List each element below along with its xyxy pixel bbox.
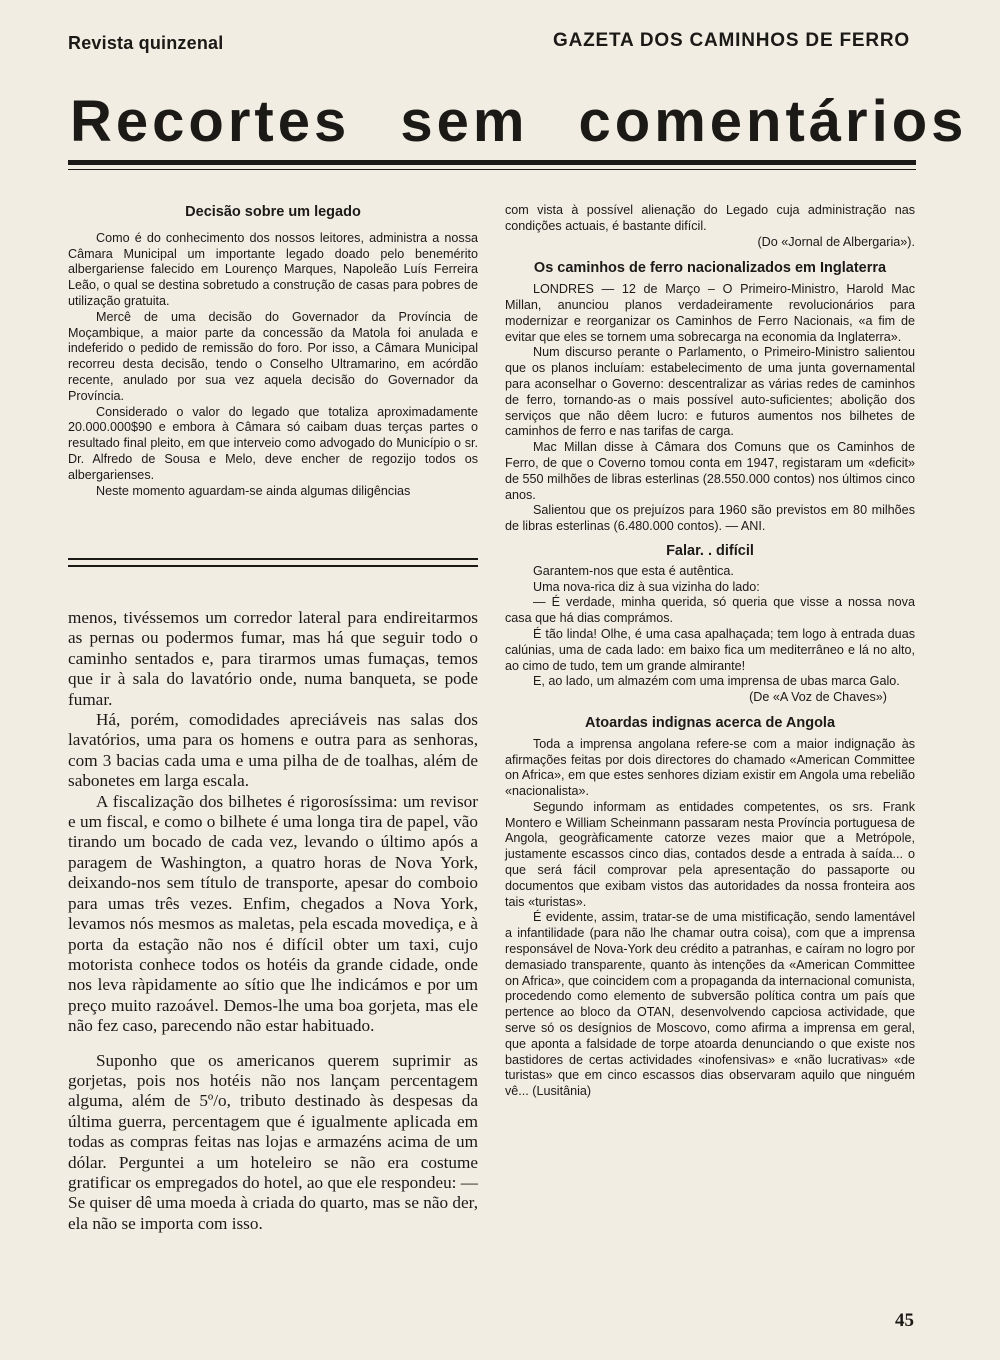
paragraph: É evidente, assim, tratar-se de uma mistificação, sendo lamentável a infantilidade (para não lhe chamar outra coisa), com que a imprensa responsável de Nova-York deu crédito a patranhas, e caíram no logro por demasiado transparente, quanto às intenções da «American Committee on Africa», que coincidem com a propaganda da internacional comunista, procedendo como elemento de subversão política contra um país que pertence ao bloco da OTAN, desenvolvendo capciosa actividade, que serve só os desígnios de Moscovo, como afirma a imprensa em geral, que aponta a falsidade de torpe atoarda denunciando o que existe nos bastidores de certas actividades «inofensivas» e «não lucrativas» «de turistas» que em cinco escassos dias observaram aquilo que ninguém vê... (Lusitânia) (505, 910, 915, 1099)
paragraph: Considerado o valor do legado que totaliza aproximadamente 20.000.000$90 e embora à Câmara só caibam duas terças partes o resultado final pleito, em que interveio como advogado do Município o sr. Dr. Alfredo de Sousa e Melo, deve encher de regozijo todos os albergarienses. (68, 404, 478, 482)
article-heading: Falar. . difícil (666, 542, 754, 559)
paragraph: E, ao lado, um almazém com uma imprensa de ubas marca Galo. (533, 674, 900, 689)
paragraph: menos, tivéssemos um corredor lateral para endireitarmos as pernas ou podermos fumar, mas há que seguir todo o caminho sentados e, para tirarmos umas fumaças, temos que ir à sala do lavatório onde, numa banqueta, se pode fumar. (68, 608, 478, 709)
column-separator (68, 565, 478, 567)
paragraph: Garantem-nos que esta é autêntica. (533, 563, 734, 578)
travel-article (68, 608, 478, 1234)
title-rule-thick (68, 160, 916, 165)
paragraph: Mercê de uma decisão do Governador da Província de Moçambique, a maior parte da concessão da Matola foi anulada e indeferido o pedido de remissão do foro. Por isso, a Câmara Municipal recorreu desta decisão, tendo o Conselho Ultramarino, em acórdão recente, anulado por sua vez aquela decisão do Governador da Província. (68, 309, 478, 403)
article-legado (68, 205, 478, 499)
running-header-right: GAZETA DOS CAMINHOS DE FERRO (552, 30, 910, 51)
paragraph: Num discurso perante o Parlamento, o Primeiro-Ministro salientou que os planos incluíam: estabelecimento de uma junta governamental para aconselhar o Governo: descentralizar as várias redes de caminhos de ferro, tornando-as o mais possível auto-suficientes; abolição dos serviços que não dêem lucro: e futuros aumentos nos bilhetes de caminhos de ferro e nas tarifas de carga. (505, 345, 915, 439)
paragraph: — É verdade, minha querida, só queria que visse a nossa nova casa que há dias comprámos. (505, 595, 915, 626)
article-heading: Decisão sobre um legado (185, 204, 361, 220)
paragraph: Salientou que os prejuízos para 1960 são previstos em 80 milhões de libras esterlinas (6.480.000 contos). — ANI. (505, 503, 915, 534)
paragraph: Toda a imprensa angolana refere-se com a maior indignação às afirmações feitas por dois directores do chamado «American Committee on Africa», em que estes senhores diziam existir em Angola uma rebelião «nacionalista». (505, 736, 915, 799)
right-column (505, 203, 915, 1100)
paragraph: Neste momento aguardam-se ainda algumas diligências (96, 483, 411, 498)
running-header-left: Revista quinzenal (68, 33, 224, 53)
source-citation: (Do «Jornal de Albergaria»). (757, 234, 915, 249)
paragraph: Suponho que os americanos querem suprimir as gorjetas, pois nos hotéis não nos lançam percentagem alguma, além de 5º/o, tributo destinado às despesas da última guerra, percentagem que é igualmente aplicada em todas as compras feitas nas lojas e armazéns acima de um dólar. Perguntei a um hoteleiro se não era costume gratificar os empregados do hotel, ao que ele respondeu: — Se quiser dê uma moeda à criada do quarto, mas se não der, ela não se importa com isso. (68, 1050, 478, 1233)
paragraph: Uma nova-rica diz à sua vizinha do lado: (533, 579, 760, 594)
paragraph: É tão linda! Olhe, é uma casa apalhaçada; tem logo à entrada duas calúnias, uma de cada lado: em baixo fica um mediterrâneo e lá no alto, ao cimo de tudo, tem um grande almirante! (505, 626, 915, 673)
article-heading: Os caminhos de ferro nacionalizados em Inglaterra (533, 260, 887, 277)
paragraph: com vista à possível alienação do Legado cuja administração nas condições actuais, é bastante difícil. (505, 203, 915, 233)
paragraph: Segundo informam as entidades competentes, os srs. Frank Montero e William Scheinmann passaram nesta Província portuguesa de Angola, geogràficamente catorze vezes maior que a Metrópole, justamente escassos cinco dias, contados desde a entrada à saída... o que será fácil comprovar pela apresentação do passaporte ou documentos que exibam vistos das autoridades da nossa fronteira aos tais «turistas». (505, 799, 915, 909)
source-citation: (De «A Voz de Chaves») (749, 690, 887, 705)
section-title: Recortes sem comentários (70, 89, 968, 154)
page-number: 45 (895, 1310, 914, 1331)
paragraph: LONDRES — 12 de Março – O Primeiro-Ministro, Harold Mac Millan, anunciou planos verdadeiramente revolucionários para modernizar e reorganizar os Caminhos de Ferro Nacionais, «a fim de evitar que eles se tornem uma sobrecarga na economia da Inglaterra». (505, 282, 915, 344)
paragraph: Como é do conhecimento dos nossos leitores, administra a nossa Câmara Municipal um importante legado doado pelo benemérito albergariense falecido em Lourenço Marques, Napoleão Luís Ferreira Leão, o qual se destina sobretudo a construção de casas para pobres de utilização gratuita. (68, 230, 478, 308)
article-heading: Atoardas indignas acerca de Angola (584, 714, 836, 731)
paragraph: A fiscalização dos bilhetes é rigorosíssima: um revisor e um fiscal, e como o bilhete é uma longa tira de papel, vão tirando um bocado de cada vez, levando o último após a paragem de Washington, a quatro horas de Nova York, deixando-nos sem título de transporte, apesar do comboio para umas três vezes. Enfim, chegados a Nova York, levamos nós mesmos as maletas, pela escada movediça, e à porta da estação não nos é difícil obter um taxi, cujo motorista conhece todos os hotéis da grande cidade, onde nos leva ràpidamente ao sítio que lhe indicámos e por um preço muito razoável. Demos-lhe uma boa gorjeta, mas ele não fez caso, parecendo não estar habituado. (68, 791, 478, 1036)
paragraph: Há, porém, comodidades apreciáveis nas salas dos lavatórios, uma para os homens e outra para as senhoras, com 3 bacias cada uma e uma pilha de de toalhas, além de sabonetes em larga escala. (68, 710, 478, 791)
title-rule-thin (68, 169, 916, 170)
paragraph: Mac Millan disse à Câmara dos Comuns que os Caminhos de Ferro, de que o Coverno tomou conta em 1947, registaram um «deficit» de 550 milhões de libras esterlinas (28.550.000 contos) nos últimos cinco anos. (505, 440, 915, 502)
column-separator (68, 558, 478, 560)
